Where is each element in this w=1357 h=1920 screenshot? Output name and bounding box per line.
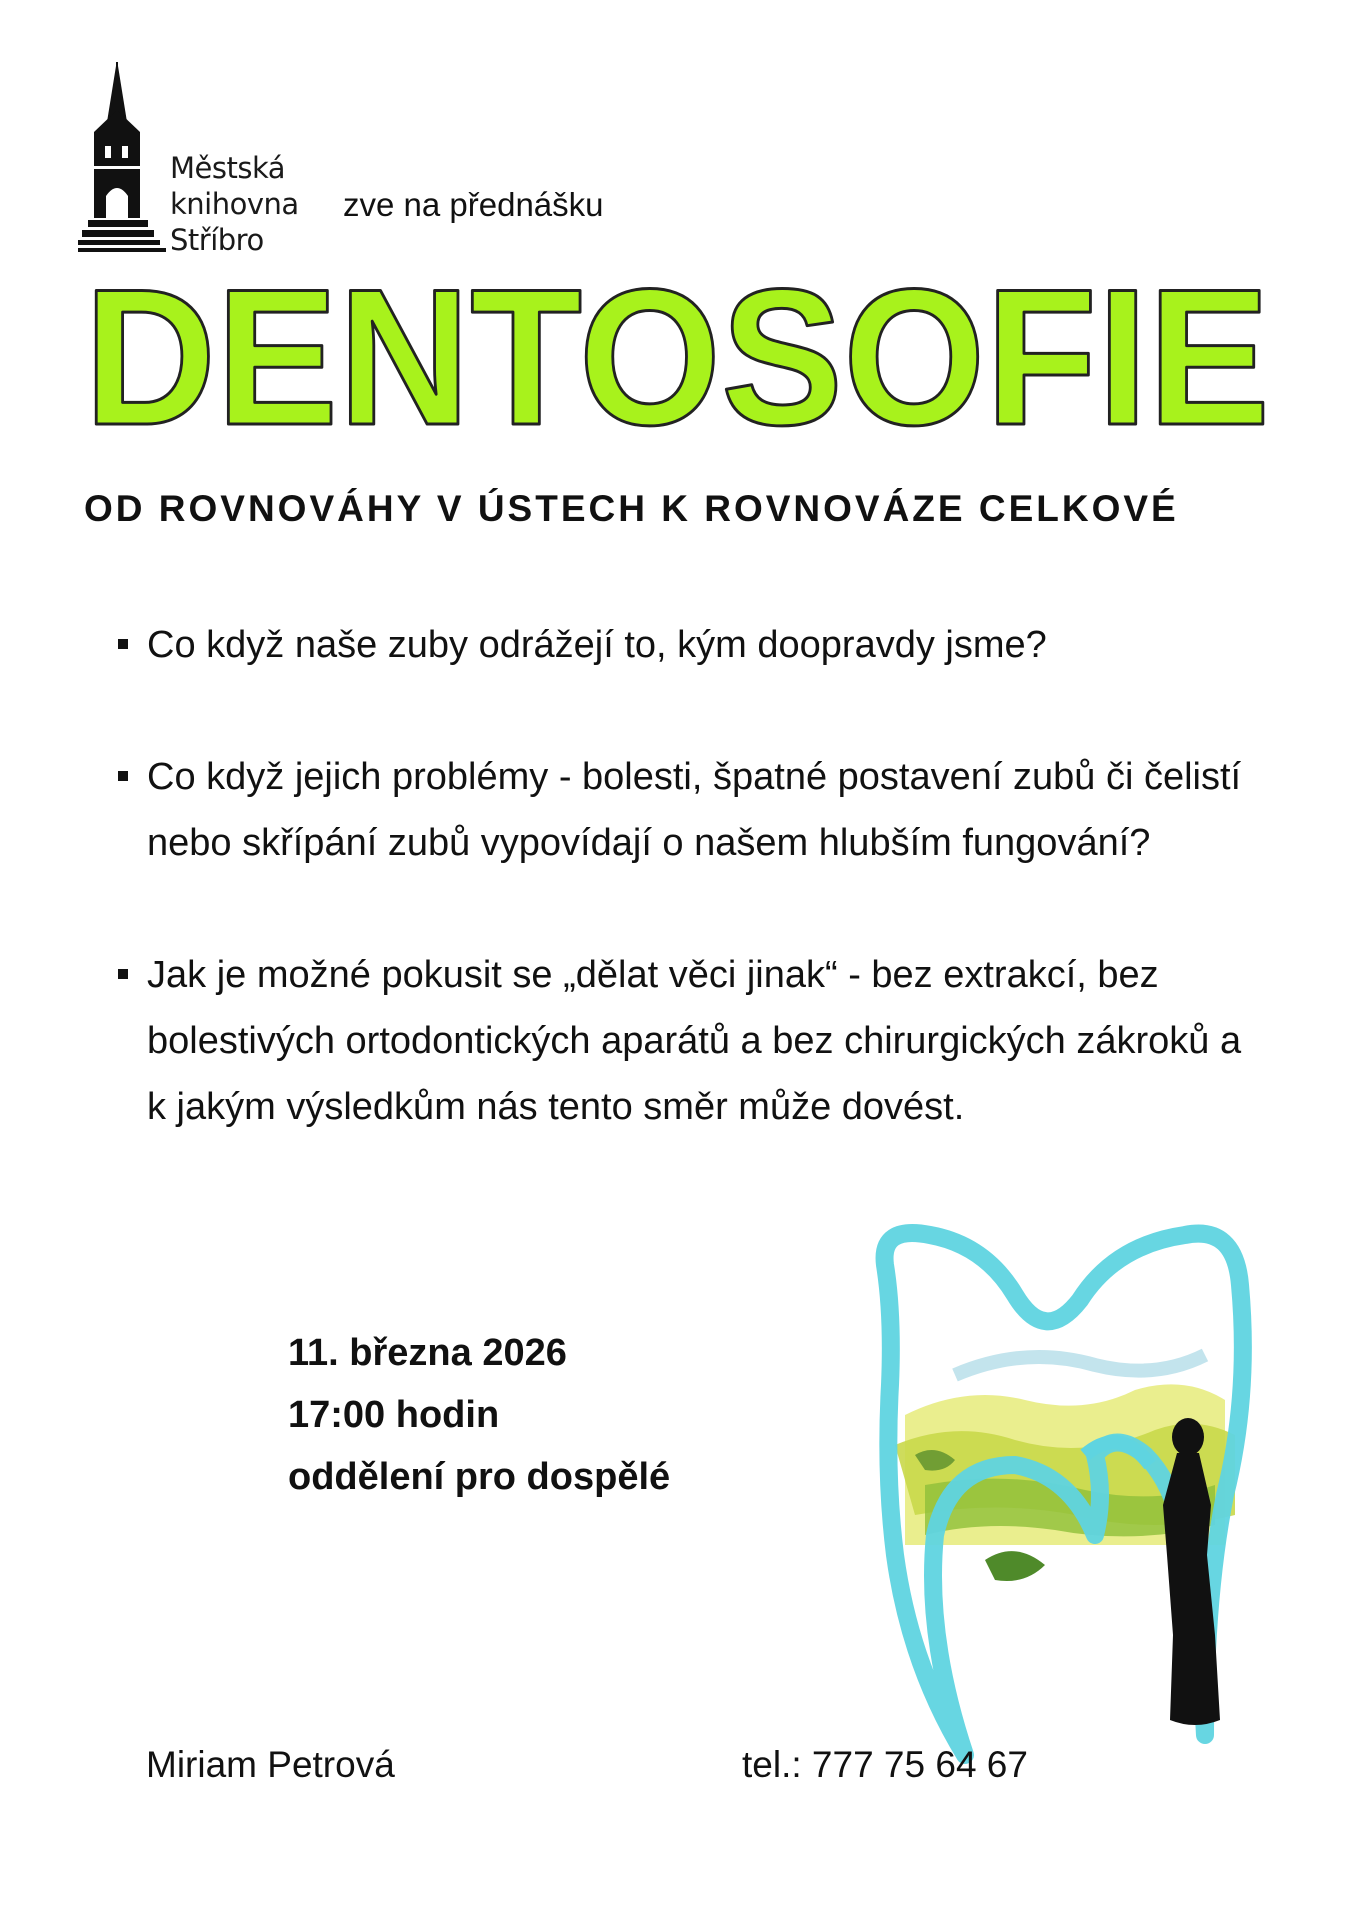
bullet-square-icon bbox=[118, 771, 128, 781]
list-item bbox=[118, 744, 1258, 876]
library-name bbox=[170, 150, 299, 258]
library-name-line1: Městská bbox=[170, 151, 286, 185]
page-title bbox=[80, 278, 1280, 438]
library-tower-icon bbox=[78, 62, 168, 262]
title-text: DENTOSOFIE bbox=[84, 278, 1270, 438]
library-name-line2: knihovna bbox=[170, 187, 299, 221]
list-item bbox=[118, 612, 1258, 678]
list-item bbox=[118, 942, 1258, 1140]
event-time: 17:00 hodin bbox=[288, 1394, 500, 1436]
list-item-text: Co když jejich problémy - bolesti, špatné postavení zubů či čelistí nebo skřípání zubů vypovídají o našem hlubším fungování? bbox=[147, 756, 1242, 864]
bullet-square-icon bbox=[118, 969, 128, 979]
library-logo bbox=[78, 62, 299, 262]
speaker-name: Miriam Petrová bbox=[146, 1744, 395, 1785]
list-item-text: Co když naše zuby odrážejí to, kým doopravdy jsme? bbox=[147, 624, 1047, 666]
bullet-square-icon bbox=[118, 639, 128, 649]
event-details bbox=[288, 1322, 670, 1508]
list-item-text: Jak je možné pokusit se „dělat věci jinak“ - bez extrakcí, bez bolestivých ortodontických aparátů a bez chirurgických zákroků a k jakým výsledkům nás tento směr může dovést. bbox=[147, 954, 1242, 1128]
event-place: oddělení pro dospělé bbox=[288, 1456, 671, 1498]
library-name-line3: Stříbro bbox=[170, 223, 264, 257]
event-date: 11. března 2026 bbox=[288, 1332, 567, 1374]
question-list bbox=[118, 612, 1258, 1140]
tooth-landscape-figure-icon bbox=[855, 1215, 1295, 1785]
contact-phone: tel.: 777 75 64 67 bbox=[742, 1744, 1028, 1785]
subtitle: OD ROVNOVÁHY V ÚSTECH K ROVNOVÁZE CELKOVÉ bbox=[84, 488, 1179, 529]
invite-text: zve na přednášku bbox=[343, 186, 604, 223]
